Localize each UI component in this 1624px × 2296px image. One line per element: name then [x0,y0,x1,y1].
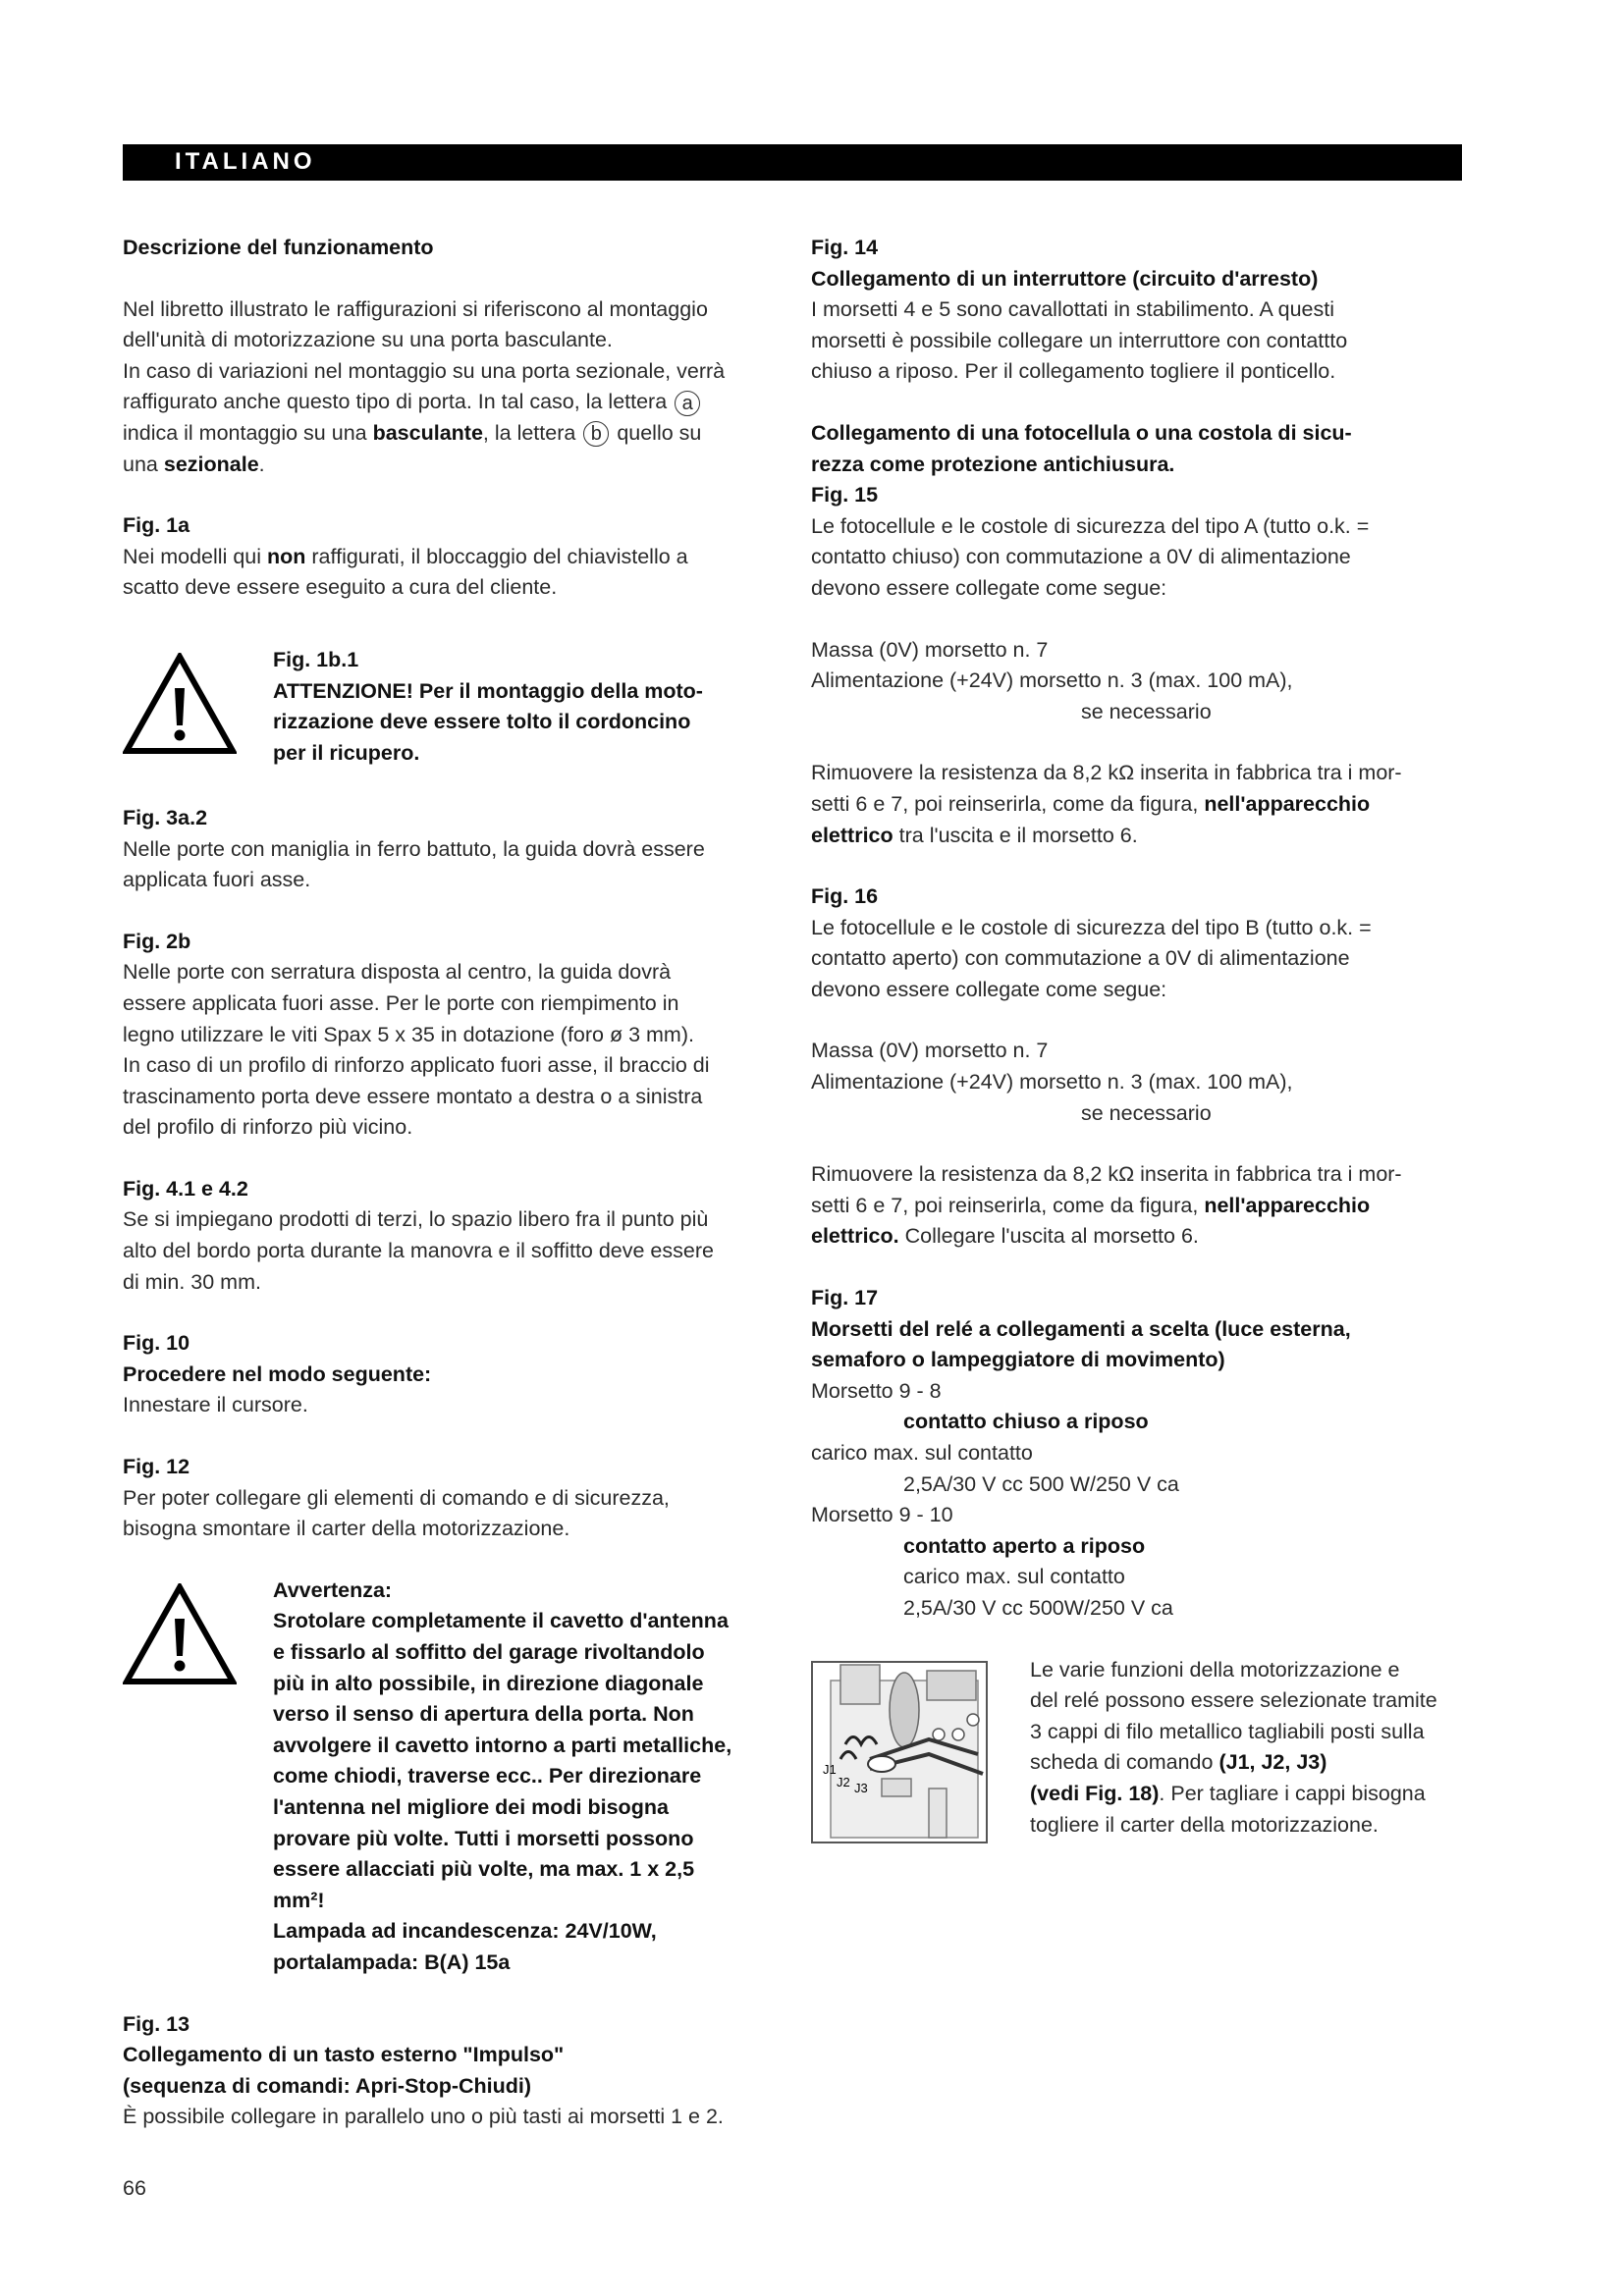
text-line: Nel libretto illustrato le raffigurazioni si riferiscono al montaggio [123,296,708,321]
text-line: trascinamento porta deve essere montato a destra o a sinistra [123,1084,703,1108]
text-line: scatto deve essere eseguito a cura del cliente. [123,575,558,600]
text-line: Massa (0V) morsetto n. 7 [811,637,1049,662]
warning-line: provare più volte. Tutti i morsetti possono [273,1826,694,1850]
section-fig-1b1-warning [123,645,766,773]
fig-subtitle: Procedere nel modo seguente: [123,1362,432,1386]
text-line: Rimuovere la resistenza da 8,2 kΩ inserita in fabbrica tra i mor- [811,761,1402,785]
text-line: contatto chiuso) con commutazione a 0V di alimentazione [811,545,1351,569]
text-line: Alimentazione (+24V) morsetto n. 3 (max. 100 mA), [811,668,1293,693]
warning-line: per il ricupero. [273,740,420,765]
text-line: 2,5A/30 V cc 500W/250 V ca [903,1595,1173,1620]
text-line: alto del bordo porta durante la manovra e il soffitto deve essere [123,1239,714,1263]
fig-subtitle: (sequenza di comandi: Apri-Stop-Chiudi) [123,2073,532,2098]
section-fig-12 [123,1452,766,1545]
jumper-j2-label: J2 [837,1774,850,1789]
section-avvertenza-warning [123,1575,766,1979]
fig-title: Fig. 12 [123,1455,190,1479]
warning-line: avvolgere il cavetto intorno a parti metalliche, [273,1733,732,1757]
fig-title: Fig. 13 [123,2011,190,2036]
text-line: Alimentazione (+24V) morsetto n. 3 (max. 100 mA), [811,1070,1293,1095]
section-fig-14 [811,233,1464,388]
section-fig-4-1 [123,1174,766,1298]
text-line: se necessario [1081,699,1212,723]
text-line: elettrico tra l'uscita e il morsetto 6. [811,823,1138,847]
text-line: Le fotocellule e le costole di sicurezza del tipo B (tutto o.k. = [811,915,1372,939]
section-fig-1a [123,510,766,604]
text-line: Rimuovere la resistenza da 8,2 kΩ inserita in fabbrica tra i mor- [811,1162,1402,1187]
section-fig-16-resistor [811,1159,1464,1253]
fig-subtitle: Morsetti del relé a collegamenti a scelta (luce esterna, [811,1316,1351,1341]
text-line: Le varie funzioni della motorizzazione e [1030,1657,1400,1682]
text-line: È possibile collegare in parallelo uno o più tasti ai morsetti 1 e 2. [123,2105,724,2129]
text-line: Per poter collegare gli elementi di comando e di sicurezza, [123,1485,670,1510]
section-fig-18 [811,1655,1464,1864]
text-line: Nelle porte con serratura disposta al centro, la guida dovrà [123,960,672,985]
text-line: Se si impiegano prodotti di terzi, lo spazio libero fra il punto più [123,1207,709,1232]
fig-title: Fig. 16 [811,884,879,909]
text-line: dell'unità di motorizzazione su una porta basculante. [123,328,613,352]
text-line: togliere il carter della motorizzazione. [1030,1812,1379,1837]
text-line: elettrico. Collegare l'uscita al morsetto 6. [811,1224,1199,1249]
fig-subtitle: Collegamento di un tasto esterno "Impulso" [123,2043,565,2067]
text-line: morsetti è possibile collegare un interruttore con contattto [811,328,1348,352]
warning-line: Srotolare completamente il cavetto d'antenna [273,1609,729,1633]
warning-line: mm²! [273,1888,325,1912]
text-line: indica il montaggio su una basculante, la lettera b quello su [123,420,702,446]
letter-b-circle: b [583,421,609,447]
text-line: Morsetto 9 - 8 [811,1378,942,1403]
text-line: scheda di comando (J1, J2, J3) [1030,1750,1327,1775]
section-fig-17 [811,1283,1464,1625]
circuit-board-pliers-illustration [811,1661,988,1843]
text-line: del relé possono essere selezionate tramite [1030,1688,1437,1713]
warning-line: portalampada: B(A) 15a [273,1949,511,1974]
letter-a-circle: a [675,391,700,416]
fig-title: Fig. 3a.2 [123,805,208,829]
fig-title: Fig. 1a [123,513,190,538]
fig-title: Fig. 2b [123,929,191,953]
text-line: bisogna smontare il carter della motorizzazione. [123,1517,570,1541]
section-fig-15-terminals [811,635,1464,728]
warning-line: essere allacciati più volte, ma max. 1 x 2,5 [273,1857,695,1882]
section-fig-13 [123,2009,766,2133]
text-line: Nei modelli qui non raffigurati, il bloccaggio del chiavistello a [123,544,688,568]
text-line: I morsetti 4 e 5 sono cavallottati in stabilimento. A questi [811,297,1335,322]
text-line: devono essere collegate come segue: [811,977,1167,1001]
section-title: Descrizione del funzionamento [123,236,434,259]
text-line: del profilo di rinforzo più vicino. [123,1115,413,1140]
fig-title: Fig. 17 [811,1286,879,1310]
section-fig-10 [123,1328,766,1421]
language-label: ITALIANO [175,148,316,175]
text-line: raffigurato anche questo tipo di porta. In tal caso, la lettera a [123,387,766,418]
right-column [811,233,1464,1864]
text-line: 3 cappi di filo metallico tagliabili posti sulla [1030,1719,1425,1743]
text-line: una sezionale. [123,452,265,476]
warning-triangle-icon [123,1583,237,1685]
fig-subtitle: Collegamento di una fotocellula o una costola di sicu- [811,420,1352,445]
warning-line: rizzazione deve essere tolto il cordoncino [273,710,691,734]
text-line: In caso di variazioni nel montaggio su una porta sezionale, verrà [123,358,726,383]
warning-line: come chiodi, traverse ecc.. Per direzionare [273,1764,702,1789]
text-line: Morsetto 9 - 10 [811,1503,953,1527]
language-header-bar [123,144,1462,181]
section-fig-16-terminals [811,1036,1464,1129]
section-fig-15-resistor [811,758,1464,851]
text-line: contatto aperto a riposo [903,1533,1146,1558]
jumper-j1-label: J1 [823,1761,837,1777]
text-line: contatto aperto) con commutazione a 0V di alimentazione [811,946,1350,971]
text-line: 2,5A/30 V cc 500 W/250 V ca [903,1471,1179,1496]
warning-title: Avvertenza: [273,1577,393,1602]
text-line: contatto chiuso a riposo [903,1410,1149,1434]
text-line: chiuso a riposo. Per il collegamento togliere il ponticello. [811,359,1336,384]
text-line: Le fotocellule e le costole di sicurezza del tipo A (tutto o.k. = [811,513,1370,538]
section-descrizione [123,233,766,480]
section-fig-15 [811,418,1464,605]
text-line: setti 6 e 7, poi reinserirla, come da figura, nell'apparecchio [811,1193,1371,1217]
warning-line: l'antenna nel migliore dei modi bisogna [273,1794,669,1819]
fig-title: Fig. 1b.1 [273,647,359,671]
fig-title: Fig. 14 [811,236,879,259]
text-line: In caso di un profilo di rinforzo applicato fuori asse, il braccio di [123,1053,710,1078]
warning-line: verso il senso di apertura della porta. Non [273,1702,694,1727]
left-column [123,233,766,2163]
page-number: 66 [123,2176,146,2200]
section-fig-16 [811,881,1464,1005]
fig-subtitle: rezza come protezione antichiusura. [811,452,1175,476]
section-fig-2b [123,927,766,1144]
text-line: Innestare il cursore. [123,1393,308,1417]
fig-title: Fig. 4.1 e 4.2 [123,1176,248,1201]
text-line: carico max. sul contatto [903,1565,1125,1589]
text-line: Nelle porte con maniglia in ferro battuto, la guida dovrà essere [123,836,705,861]
fig-title: Fig. 15 [811,483,879,507]
warning-line: più in alto possibile, in direzione diagonale [273,1671,704,1695]
text-line: se necessario [1081,1100,1212,1125]
section-fig-3a2 [123,803,766,896]
fig-subtitle: Collegamento di un interruttore (circuito d'arresto) [811,266,1319,291]
text-line: devono essere collegate come segue: [811,575,1167,600]
warning-line: ATTENZIONE! Per il montaggio della moto- [273,678,703,703]
text-line: carico max. sul contatto [811,1441,1033,1465]
fig-title: Fig. 10 [123,1331,190,1356]
text-line: legno utilizzare le viti Spax 5 x 35 in dotazione (foro ø 3 mm). [123,1022,694,1046]
fig-18-text [1030,1655,1462,1842]
text-line: Massa (0V) morsetto n. 7 [811,1039,1049,1063]
warning-triangle-icon [123,653,237,755]
text-line: di min. 30 mm. [123,1269,261,1294]
warning-line: Lampada ad incandescenza: 24V/10W, [273,1919,657,1944]
text-line: setti 6 e 7, poi reinserirla, come da figura, nell'apparecchio [811,791,1371,816]
text-line: applicata fuori asse. [123,868,311,892]
fig-subtitle: semaforo o lampeggiatore di movimento) [811,1348,1225,1372]
text-line: (vedi Fig. 18). Per tagliare i cappi bisogna [1030,1781,1426,1805]
jumper-j3-label: J3 [854,1780,868,1795]
text-line: essere applicata fuori asse. Per le porte con riempimento in [123,990,679,1015]
warning-line: e fissarlo al soffitto del garage rivoltandolo [273,1640,705,1664]
